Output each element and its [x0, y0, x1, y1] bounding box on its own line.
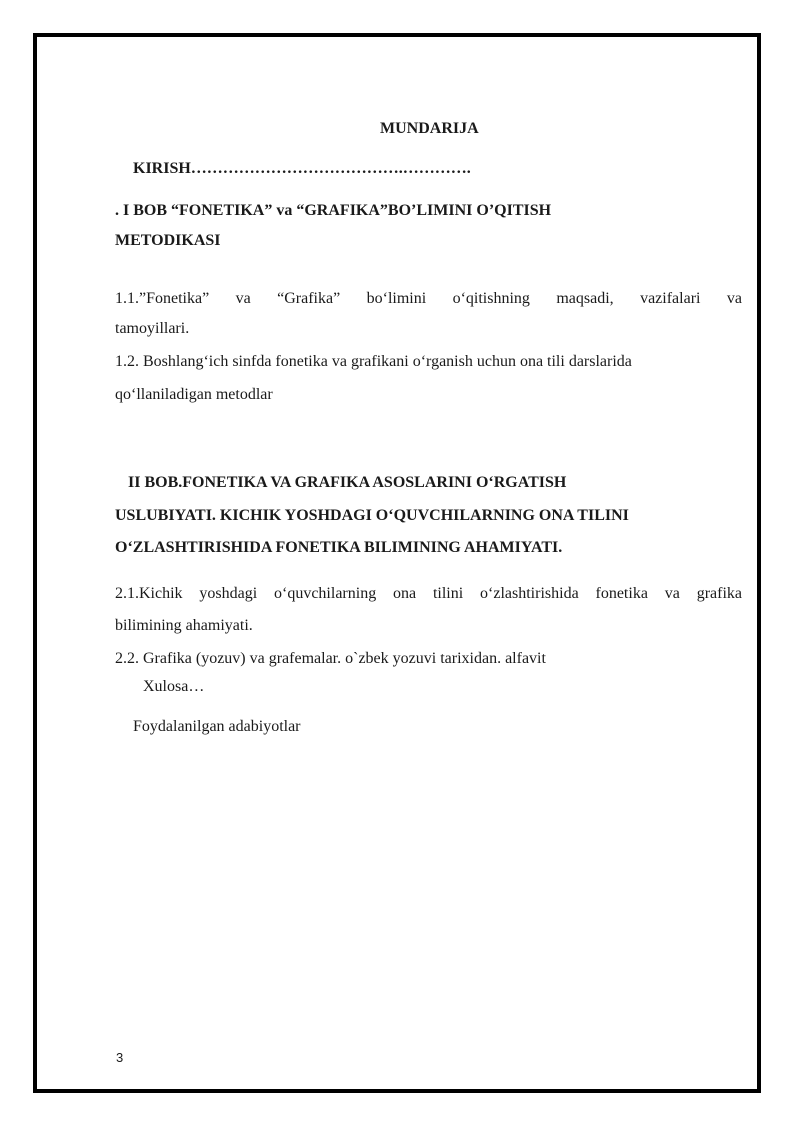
toc-chapter2-heading-line2: USLUBIYATI. KICHIK YOSHDAGI O‘QUVCHILARNING ONA TILINI — [115, 507, 629, 524]
toc-section-1-1-line2: tamoyillari. — [115, 320, 190, 337]
toc-conclusion: Xulosa… — [143, 678, 205, 695]
toc-intro — [133, 159, 471, 179]
toc-intro-text: KIRISH………………………………….…………. — [133, 160, 471, 177]
toc-section-1-1-line1: 1.1.”Fonetika” va “Grafika” bo‘limini o‘qitishning maqsadi, vazifalari va — [115, 290, 742, 307]
toc-chapter2-heading-line1: II BOB.FONETIKA VA GRAFIKA ASOSLARINI O‘RGATISH — [128, 474, 567, 491]
page-border — [33, 33, 761, 1093]
toc-section-2-2: 2.2. Grafika (yozuv) va grafemalar. o`zbek yozuvi tarixidan. alfavit — [115, 650, 546, 667]
page-title: MUNDARIJA — [380, 120, 479, 137]
toc-chapter1-heading-line1: . I BOB “FONETIKA” va “GRAFIKA”BO’LIMINI O’QITISH — [115, 202, 552, 219]
toc-section-2-1-line1: 2.1.Kichik yoshdagi o‘quvchilarning ona tilini o‘zlashtirishida fonetika va grafika — [115, 585, 742, 602]
toc-chapter1-heading-line2: METODIKASI — [115, 232, 221, 249]
toc-references: Foydalanilgan adabiyotlar — [133, 718, 301, 735]
toc-section-1-2-line2: qo‘llaniladigan metodlar — [115, 386, 273, 403]
toc-section-2-1-line2: bilimining ahamiyati. — [115, 617, 253, 634]
toc-chapter2-heading-line3: O‘ZLASHTIRISHIDA FONETIKA BILIMINING AHAMIYATI. — [115, 539, 563, 556]
toc-section-1-2-line1: 1.2. Boshlang‘ich sinfda fonetika va grafikani o‘rganish uchun ona tili darslarida — [115, 353, 632, 370]
page-number: 3 — [116, 1050, 124, 1065]
